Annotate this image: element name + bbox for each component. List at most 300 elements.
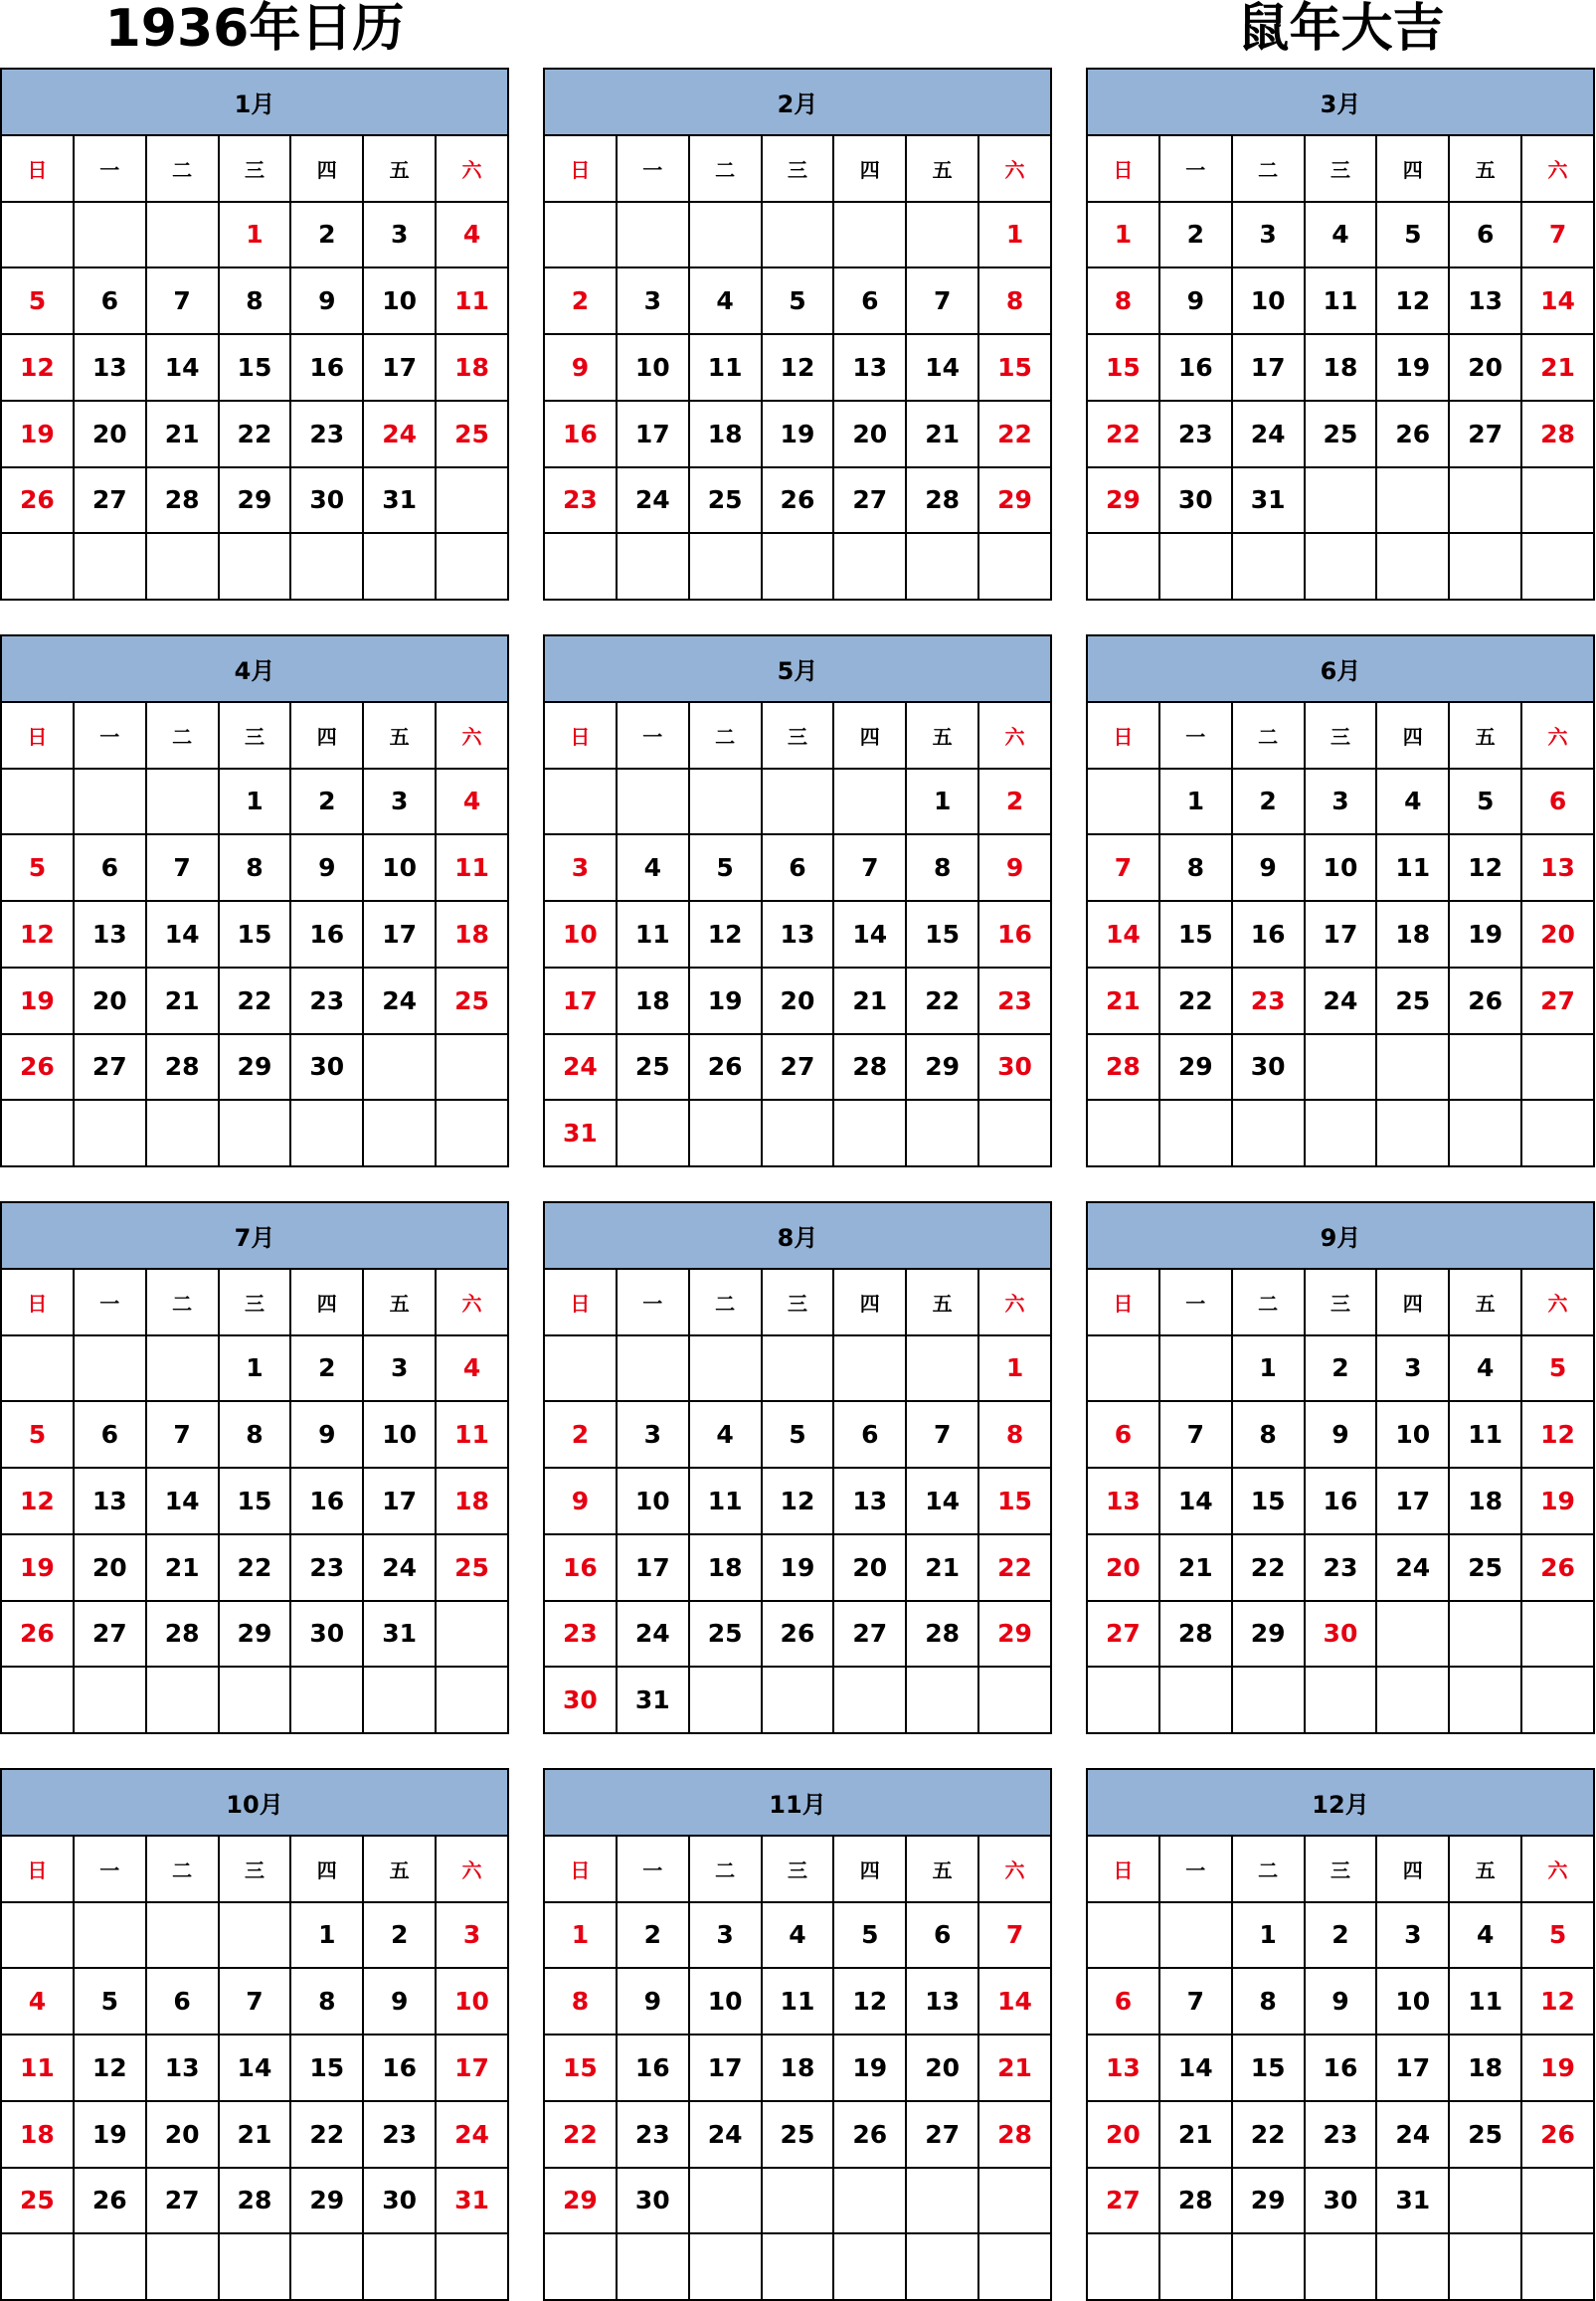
weekday-row (1087, 1269, 1594, 1335)
month-table (543, 634, 1052, 1167)
day-cell (74, 1335, 146, 1402)
day-cell (906, 202, 978, 268)
day-cell (1232, 533, 1305, 600)
day-cell: 30 (1232, 1034, 1305, 1101)
day-cell: 22 (290, 2101, 363, 2168)
day-cell: 13 (74, 901, 146, 968)
day-cell: 28 (219, 2168, 291, 2234)
day-cell: 24 (1232, 401, 1305, 467)
day-cell: 10 (363, 834, 436, 901)
weekday-label: 六 (1521, 702, 1594, 769)
day-cell (363, 533, 436, 600)
month-calendar (543, 1768, 1052, 2299)
weekday-row (1087, 1836, 1594, 1902)
day-cell: 10 (617, 1468, 689, 1534)
day-cell: 2 (544, 267, 617, 334)
day-cell (74, 1100, 146, 1166)
day-cell: 2 (290, 769, 363, 835)
day-cell: 21 (1159, 1534, 1232, 1601)
day-cell (833, 2168, 906, 2234)
day-cell (1232, 1100, 1305, 1166)
weekday-label: 五 (363, 1836, 436, 1902)
weekday-label: 六 (978, 702, 1051, 769)
day-cell: 5 (1, 267, 74, 334)
day-cell (617, 1335, 689, 1402)
day-cell (219, 533, 291, 600)
day-cell: 14 (146, 334, 219, 401)
day-cell: 9 (290, 267, 363, 334)
day-cell (146, 533, 219, 600)
day-cell: 25 (689, 467, 762, 534)
weekday-label: 二 (689, 135, 762, 202)
day-cell: 28 (146, 1034, 219, 1101)
day-cell (74, 2233, 146, 2300)
week-row (1087, 202, 1594, 268)
month-calendar (0, 1768, 509, 2299)
day-cell: 26 (1, 1601, 74, 1668)
day-cell (436, 533, 508, 600)
day-cell: 9 (290, 1401, 363, 1468)
day-cell: 2 (978, 769, 1051, 835)
day-cell: 17 (1376, 1468, 1449, 1534)
month-table (543, 68, 1052, 601)
week-row (1087, 901, 1594, 968)
day-cell (617, 2233, 689, 2300)
day-cell (1521, 2168, 1594, 2234)
day-cell (1087, 2233, 1159, 2300)
day-cell (1376, 1667, 1449, 1733)
day-cell: 24 (363, 401, 436, 467)
day-cell: 14 (833, 901, 906, 968)
day-cell: 8 (219, 1401, 291, 1468)
day-cell: 20 (74, 968, 146, 1034)
weekday-label: 四 (290, 1269, 363, 1335)
day-cell: 19 (1521, 1468, 1594, 1534)
week-row (1, 2168, 508, 2234)
day-cell: 17 (363, 1468, 436, 1534)
day-cell (544, 2233, 617, 2300)
day-cell: 31 (1232, 467, 1305, 534)
week-row (1, 1902, 508, 1969)
weekday-label: 一 (74, 702, 146, 769)
month-name: 5月 (544, 635, 1051, 702)
day-cell: 6 (74, 1401, 146, 1468)
week-row (544, 2168, 1051, 2234)
day-cell: 17 (1232, 334, 1305, 401)
weekday-label: 二 (146, 135, 219, 202)
day-cell: 10 (689, 1968, 762, 2035)
month-table (1086, 1768, 1595, 2301)
weekday-label: 三 (219, 135, 291, 202)
day-cell: 25 (689, 1601, 762, 1668)
day-cell: 2 (1305, 1335, 1377, 1402)
day-cell (1305, 533, 1377, 600)
day-cell: 4 (1305, 202, 1377, 268)
day-cell: 28 (146, 1601, 219, 1668)
day-cell: 13 (762, 901, 834, 968)
day-cell: 16 (544, 401, 617, 467)
day-cell (436, 2233, 508, 2300)
month-calendar (543, 1201, 1052, 1732)
day-cell: 4 (436, 202, 508, 268)
day-cell: 23 (290, 401, 363, 467)
day-cell: 29 (219, 1034, 291, 1101)
day-cell (290, 533, 363, 600)
day-cell: 10 (617, 334, 689, 401)
day-cell (833, 1667, 906, 1733)
day-cell: 29 (1232, 1601, 1305, 1668)
day-cell (906, 533, 978, 600)
day-cell: 27 (1521, 968, 1594, 1034)
day-cell (1521, 1667, 1594, 1733)
day-cell: 11 (1305, 267, 1377, 334)
day-cell: 30 (290, 467, 363, 534)
day-cell: 11 (436, 267, 508, 334)
day-cell (363, 2233, 436, 2300)
day-cell: 1 (978, 1335, 1051, 1402)
day-cell: 20 (74, 1534, 146, 1601)
day-cell: 15 (1159, 901, 1232, 968)
day-cell (290, 1100, 363, 1166)
day-cell: 25 (1449, 2101, 1521, 2168)
day-cell: 25 (436, 968, 508, 1034)
week-row (544, 2035, 1051, 2101)
day-cell: 20 (762, 968, 834, 1034)
day-cell: 4 (1449, 1902, 1521, 1969)
month-name: 3月 (1087, 69, 1594, 135)
day-cell (1376, 2233, 1449, 2300)
day-cell: 14 (146, 1468, 219, 1534)
week-row (544, 202, 1051, 268)
day-cell: 4 (1, 1968, 74, 2035)
week-row (544, 1534, 1051, 1601)
day-cell (363, 1667, 436, 1733)
weekday-row (1, 1836, 508, 1902)
day-cell: 5 (833, 1902, 906, 1969)
day-cell (762, 2168, 834, 2234)
day-cell: 26 (689, 1034, 762, 1101)
weekday-label: 六 (1521, 1836, 1594, 1902)
day-cell: 18 (1305, 334, 1377, 401)
day-cell: 22 (906, 968, 978, 1034)
day-cell: 5 (1376, 202, 1449, 268)
day-cell: 14 (1159, 1468, 1232, 1534)
day-cell (1087, 1335, 1159, 1402)
day-cell (544, 1335, 617, 1402)
week-row (544, 1100, 1051, 1166)
month-table (1086, 68, 1595, 601)
day-cell: 14 (1087, 901, 1159, 968)
weekday-label: 日 (1, 1269, 74, 1335)
day-cell: 9 (544, 1468, 617, 1534)
day-cell: 12 (833, 1968, 906, 2035)
day-cell: 29 (219, 1601, 291, 1668)
day-cell: 30 (290, 1601, 363, 1668)
day-cell: 12 (1376, 267, 1449, 334)
day-cell: 17 (363, 901, 436, 968)
weekday-label: 三 (762, 135, 834, 202)
day-cell: 28 (906, 467, 978, 534)
day-cell: 7 (146, 1401, 219, 1468)
day-cell: 27 (74, 1601, 146, 1668)
day-cell (762, 533, 834, 600)
day-cell: 3 (1376, 1902, 1449, 1969)
day-cell: 31 (617, 1667, 689, 1733)
day-cell: 24 (617, 1601, 689, 1668)
day-cell: 29 (978, 467, 1051, 534)
day-cell: 10 (1305, 834, 1377, 901)
week-row (544, 968, 1051, 1034)
day-cell: 27 (146, 2168, 219, 2234)
day-cell: 19 (1, 1534, 74, 1601)
day-cell (617, 769, 689, 835)
day-cell: 17 (544, 968, 617, 1034)
day-cell: 15 (219, 1468, 291, 1534)
weekday-label: 五 (906, 1269, 978, 1335)
weekday-label: 三 (1305, 1269, 1377, 1335)
day-cell (1159, 1902, 1232, 1969)
day-cell (436, 1601, 508, 1668)
day-cell: 6 (1521, 769, 1594, 835)
day-cell: 22 (219, 1534, 291, 1601)
day-cell (1449, 2233, 1521, 2300)
week-row (544, 533, 1051, 600)
week-row (1087, 1534, 1594, 1601)
week-row (1087, 769, 1594, 835)
day-cell: 18 (762, 2035, 834, 2101)
day-cell: 30 (617, 2168, 689, 2234)
day-cell (1305, 2233, 1377, 2300)
day-cell: 24 (617, 467, 689, 534)
day-cell: 23 (978, 968, 1051, 1034)
day-cell: 22 (978, 401, 1051, 467)
day-cell: 21 (1521, 334, 1594, 401)
day-cell (146, 1100, 219, 1166)
week-row (1, 334, 508, 401)
day-cell: 24 (1305, 968, 1377, 1034)
day-cell: 29 (219, 467, 291, 534)
day-cell: 6 (1449, 202, 1521, 268)
day-cell: 15 (906, 901, 978, 968)
day-cell (689, 1100, 762, 1166)
day-cell (1521, 1034, 1594, 1101)
day-cell: 8 (906, 834, 978, 901)
day-cell: 30 (290, 1034, 363, 1101)
day-cell (978, 533, 1051, 600)
day-cell: 13 (1087, 2035, 1159, 2101)
day-cell: 17 (436, 2035, 508, 2101)
day-cell: 20 (1449, 334, 1521, 401)
weekday-label: 六 (1521, 135, 1594, 202)
day-cell: 4 (436, 769, 508, 835)
day-cell: 26 (74, 2168, 146, 2234)
day-cell (1521, 1601, 1594, 1668)
day-cell (146, 769, 219, 835)
day-cell: 19 (1376, 334, 1449, 401)
day-cell: 22 (219, 968, 291, 1034)
day-cell: 6 (74, 267, 146, 334)
day-cell: 25 (762, 2101, 834, 2168)
day-cell: 19 (74, 2101, 146, 2168)
day-cell: 16 (1232, 901, 1305, 968)
day-cell: 22 (219, 401, 291, 467)
day-cell: 9 (544, 334, 617, 401)
day-cell: 3 (1232, 202, 1305, 268)
weekday-label: 二 (146, 1269, 219, 1335)
month-name: 7月 (1, 1202, 508, 1269)
day-cell: 20 (833, 1534, 906, 1601)
week-row (1087, 533, 1594, 600)
day-cell: 13 (74, 334, 146, 401)
day-cell: 28 (833, 1034, 906, 1101)
day-cell (978, 2168, 1051, 2234)
day-cell (689, 769, 762, 835)
day-cell (762, 769, 834, 835)
day-cell: 3 (689, 1902, 762, 1969)
day-cell: 23 (617, 2101, 689, 2168)
day-cell: 11 (1376, 834, 1449, 901)
day-cell: 19 (1521, 2035, 1594, 2101)
weekday-label: 二 (1232, 1269, 1305, 1335)
week-row (1, 1968, 508, 2035)
day-cell (74, 1667, 146, 1733)
weekday-label: 四 (1376, 1836, 1449, 1902)
day-cell: 12 (74, 2035, 146, 2101)
month-table (1086, 1201, 1595, 1734)
day-cell: 11 (1449, 1968, 1521, 2035)
day-cell: 26 (1, 1034, 74, 1101)
day-cell: 21 (146, 1534, 219, 1601)
day-cell: 31 (544, 1100, 617, 1166)
weekday-label: 六 (436, 702, 508, 769)
day-cell: 27 (1087, 1601, 1159, 1668)
week-row (1087, 334, 1594, 401)
week-row (544, 1401, 1051, 1468)
day-cell: 20 (1087, 1534, 1159, 1601)
month-table (1086, 634, 1595, 1167)
weekday-label: 五 (363, 1269, 436, 1335)
day-cell (1305, 1667, 1377, 1733)
day-cell (1, 2233, 74, 2300)
day-cell: 12 (1521, 1401, 1594, 1468)
day-cell (762, 1100, 834, 1166)
week-row (1, 267, 508, 334)
day-cell: 23 (1232, 968, 1305, 1034)
day-cell: 24 (1376, 1534, 1449, 1601)
week-row (1087, 1968, 1594, 2035)
week-row (1087, 1401, 1594, 1468)
day-cell: 8 (1159, 834, 1232, 901)
day-cell (1449, 2168, 1521, 2234)
day-cell (833, 533, 906, 600)
day-cell: 18 (617, 968, 689, 1034)
weekday-label: 四 (833, 1269, 906, 1335)
day-cell: 19 (689, 968, 762, 1034)
day-cell: 24 (363, 968, 436, 1034)
day-cell: 28 (1521, 401, 1594, 467)
day-cell: 19 (762, 401, 834, 467)
day-cell: 28 (146, 467, 219, 534)
day-cell: 6 (906, 1902, 978, 1969)
day-cell: 4 (689, 267, 762, 334)
day-cell (544, 533, 617, 600)
day-cell: 29 (978, 1601, 1051, 1668)
day-cell (74, 769, 146, 835)
day-cell: 6 (1087, 1401, 1159, 1468)
day-cell: 10 (1376, 1968, 1449, 2035)
day-cell (436, 1100, 508, 1166)
weekday-label: 日 (1087, 135, 1159, 202)
day-cell: 19 (833, 2035, 906, 2101)
day-cell: 13 (1449, 267, 1521, 334)
day-cell: 21 (146, 401, 219, 467)
week-row (544, 769, 1051, 835)
day-cell: 11 (617, 901, 689, 968)
day-cell: 1 (219, 202, 291, 268)
week-row (1, 1534, 508, 1601)
day-cell (1376, 1100, 1449, 1166)
month-table (0, 1768, 509, 2301)
day-cell: 12 (762, 1468, 834, 1534)
day-cell: 23 (290, 968, 363, 1034)
day-cell: 15 (978, 1468, 1051, 1534)
day-cell: 8 (219, 834, 291, 901)
weekday-label: 三 (219, 702, 291, 769)
day-cell (689, 1335, 762, 1402)
day-cell: 28 (1159, 2168, 1232, 2234)
week-row (544, 834, 1051, 901)
day-cell: 6 (833, 1401, 906, 1468)
month-calendar (1086, 1201, 1595, 1732)
weekday-label: 二 (689, 1269, 762, 1335)
month-calendar (0, 1201, 509, 1732)
day-cell: 20 (146, 2101, 219, 2168)
day-cell: 18 (1449, 1468, 1521, 1534)
day-cell: 25 (1449, 1534, 1521, 1601)
day-cell: 24 (1376, 2101, 1449, 2168)
day-cell: 12 (762, 334, 834, 401)
month-calendar (543, 634, 1052, 1165)
day-cell (833, 1100, 906, 1166)
day-cell (1159, 1667, 1232, 1733)
day-cell: 23 (290, 1534, 363, 1601)
day-cell: 3 (436, 1902, 508, 1969)
weekday-label: 三 (219, 1836, 291, 1902)
day-cell: 6 (762, 834, 834, 901)
day-cell: 12 (1, 334, 74, 401)
day-cell (146, 1335, 219, 1402)
day-cell (833, 202, 906, 268)
day-cell (978, 2233, 1051, 2300)
day-cell: 15 (978, 334, 1051, 401)
day-cell: 26 (1, 467, 74, 534)
weekday-label: 日 (1087, 1836, 1159, 1902)
day-cell: 1 (1087, 202, 1159, 268)
day-cell: 22 (544, 2101, 617, 2168)
day-cell: 14 (1159, 2035, 1232, 2101)
weekday-label: 二 (1232, 1836, 1305, 1902)
day-cell (617, 202, 689, 268)
weekday-label: 五 (906, 1836, 978, 1902)
weekday-label: 三 (1305, 1836, 1377, 1902)
day-cell (436, 1034, 508, 1101)
day-cell: 9 (1305, 1401, 1377, 1468)
day-cell: 6 (833, 267, 906, 334)
day-cell (1449, 1667, 1521, 1733)
week-row (1, 769, 508, 835)
week-row (1087, 2101, 1594, 2168)
day-cell: 3 (363, 769, 436, 835)
